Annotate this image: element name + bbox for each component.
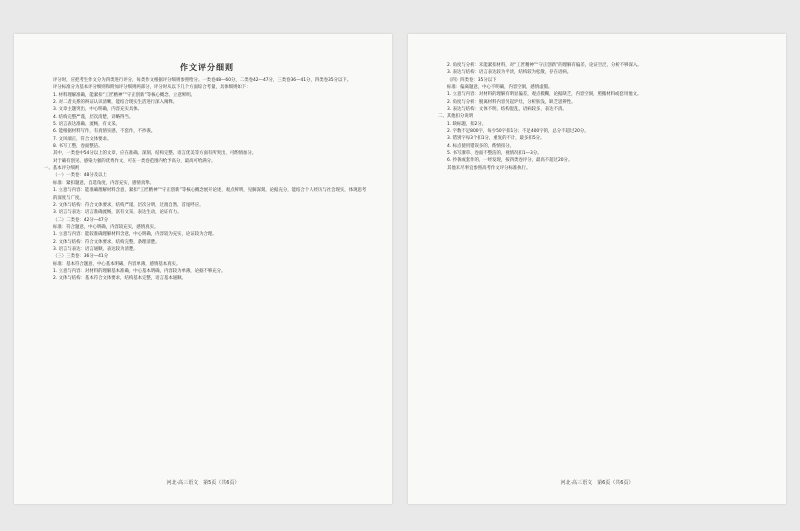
paragraph: 标准：紧扣题意，自选角度，内容充实，感情真挚。 <box>53 180 154 186</box>
paragraph: 6. 抄袭或套作的，一经发现，按四类卷评分，最高不超过20分。 <box>447 158 573 164</box>
paragraph: 1. 立意与内容：对材料的理解有明显偏差，观点模糊，论据缺乏，内容空洞，照搬材料或套用他文。 <box>447 92 642 98</box>
paragraph: 2. 对二者关系的辩证认识清晰，能结合现实生活进行深入阐释。 <box>53 100 178 106</box>
paragraph: 标准：偏离题意，中心不明确，内容空洞，感情虚假。 <box>447 85 553 91</box>
paragraph: 3. 错别字每3个扣1分，重复的不计，最多扣5分。 <box>447 136 545 142</box>
paragraph: 对于确有创见、感染力强的优秀作文，可在一类卷范围内给予高分，最高可给满分。 <box>53 158 216 164</box>
paragraph: 5. 书写潦草、卷面不整洁的，视情况扣1—3分。 <box>447 151 542 157</box>
paragraph: 6. 能根据材料写作，有真情实感，不套作，不抄袭。 <box>53 129 156 135</box>
paragraph: 2. 角度与分析：未能紧扣材料，对“工匠精神”“守正创新”的理解有偏差，论证空泛，分析不够深入。 <box>447 63 642 68</box>
exam-page-left <box>14 34 392 504</box>
paragraph: 1. 缺标题，扣2分。 <box>447 121 487 127</box>
exam-page-right <box>408 34 786 504</box>
paragraph: 标准：符合题意，中心明确，内容较充实，感情真实。 <box>53 224 159 230</box>
paragraph: 5. 语言表达准确、流畅，有文采。 <box>53 122 121 128</box>
section-heading: 二、其他扣分说明 <box>438 114 474 120</box>
paragraph: 3. 语言与表达：语言准确流畅，富有文采，表达生动，论证有力。 <box>53 210 182 216</box>
paragraph: 评分标准分为基本评分细则和附加评分细则两部分，评分时从以下几个方面综合考量，具体细则如下： <box>53 85 251 91</box>
page-body <box>44 77 370 283</box>
paragraph: 3. 文章主题突出，中心明确，内容充实具体。 <box>53 107 143 113</box>
page-title: 作文评分细则 <box>180 63 234 72</box>
paragraph: 2. 文体与结构：符合文体要求，结构完整，条理清楚。 <box>53 239 160 245</box>
paragraph: 评分时，应把考生作文分为四类进行评分，每类作文根据评分细则参照给分。一类卷48—60分，二类卷42—47分，三类卷36—41分，四类卷35分以下。 <box>53 78 352 83</box>
section-heading: 一、基本评分细则 <box>44 166 80 172</box>
paragraph: （二）二类卷：42分—47分 <box>53 217 109 223</box>
paragraph: 4. 结构完整严谨，层次清楚，详略得当。 <box>53 114 134 120</box>
paragraph: 3. 表达与结构：文体不明，结构混乱，语病较多，表达不清。 <box>447 107 567 113</box>
page-content <box>44 62 370 283</box>
paragraph: 1. 材料理解准确，能紧扣“工匠精神”“守正创新”等核心概念，立意鲜明。 <box>53 92 196 98</box>
paragraph: 1. 立意与内容：能准确理解材料含意，紧扣“工匠精神”“守正创新”等核心概念展开论述，观点鲜明，见解深刻，论据充分，能结合个人经历与社会现实，体现思考的深度与广度。 <box>53 188 367 201</box>
paragraph: （四）四类卷：35分以下 <box>447 77 497 83</box>
paragraph: 3. 语言与表达：语言通顺，表达较为清楚。 <box>53 246 138 252</box>
page-body <box>438 62 764 172</box>
paragraph: 其他未尽事宜参照高考作文评分标准执行。 <box>447 165 531 171</box>
paragraph: 7. 文风端正，符合文体要求。 <box>53 136 112 142</box>
paragraph: 2. 文体与结构：符合文体要求，结构严谨，层次分明，过渡自然，首尾呼应。 <box>53 202 204 208</box>
paragraph: 2. 文体与结构：基本符合文体要求，结构基本完整，语言基本通顺。 <box>53 276 186 282</box>
paragraph: 1. 立意与内容：对材料的理解基本准确，中心基本明确，内容较为单薄，论据不够充分。 <box>53 268 226 274</box>
paragraph: 4. 标点使用错误多的，酌情扣分。 <box>447 143 515 149</box>
paragraph: （三）三类卷：36分—41分 <box>53 254 109 260</box>
paragraph: 8. 书写工整，卷面整洁。 <box>53 144 103 150</box>
paragraph: 其中，一类卷中54分以上的文章，应在准确、深刻、结构完整、语言优美等方面有所突出，可酌情加分。 <box>53 151 257 157</box>
page-footer: 河北·高三语文 第5页（共6页） <box>166 480 240 486</box>
paragraph: 2. 角度与分析：脱离材料内容另起炉灶，分析肤浅，缺乏思辨性。 <box>447 99 576 105</box>
paragraph: 3. 表达与结构：语言表达较为平淡，结构较为松散，存在语病。 <box>447 70 572 76</box>
paragraph: 标准：基本符合题意，中心基本明确，内容单薄，感情基本真实。 <box>53 261 181 267</box>
paragraph: 2. 字数不足800字，每少50字扣1分；不足400字的，总分不超过20分。 <box>447 129 589 135</box>
paragraph: （一）一类卷：48分及以上 <box>53 173 107 179</box>
page-footer: 河北·高三语文 第6页（共6页） <box>560 480 634 486</box>
paragraph: 1. 立意与内容：能较准确理解材料含意，中心明确，内容较为充实，论证较为合理。 <box>53 232 217 238</box>
page-content <box>438 62 764 172</box>
